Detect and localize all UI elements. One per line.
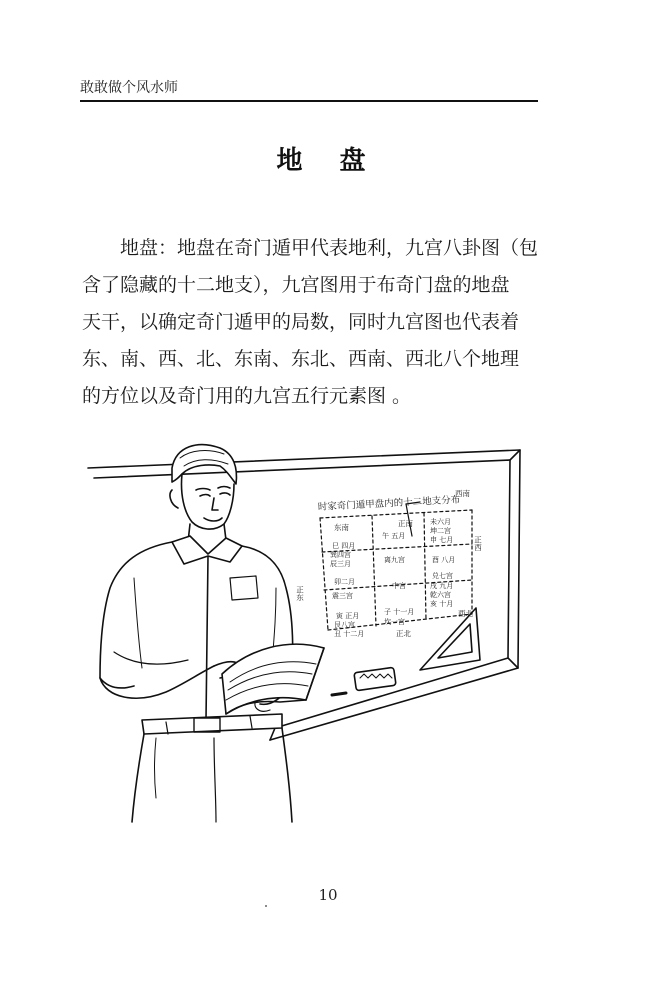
page-number: 10 — [318, 886, 338, 904]
palace-w: 酉 八月 兑七宫 — [432, 556, 456, 580]
dir-southwest: 西南 — [455, 489, 470, 498]
dir-northwest: 西北 — [458, 609, 473, 618]
board-title: 时家奇门遁甲盘内的十二地支分布 — [317, 494, 461, 513]
palace-ne: 寅 正月 艮八宫 丑 十二月 — [334, 612, 365, 638]
dir-east: 正东 — [295, 586, 305, 601]
palace-e: 卯二月 震三宫 — [332, 578, 355, 600]
open-book — [222, 644, 324, 714]
running-header — [80, 78, 538, 102]
print-speck — [265, 905, 267, 907]
palace-s: 午 五月 离九宫 — [382, 532, 406, 564]
body-paragraph — [82, 230, 548, 415]
paragraph-line: 含了隐藏的十二地支），九宫图用于布奇门盘的地盘 — [82, 274, 510, 296]
dir-southeast: 东南 — [334, 523, 349, 532]
dir-north: 正北 — [396, 629, 411, 638]
running-title: 敢敢做个风水师 — [80, 80, 178, 96]
paragraph-line: 天干，以确定奇门遁甲的局数，同时九宫图也代表着 — [82, 311, 520, 333]
chalk-tray-items — [332, 667, 396, 695]
palace-se: 巳 四月 巽四宫 辰三月 — [330, 542, 356, 568]
teacher-figure — [100, 445, 324, 822]
dir-west: 正西 — [473, 536, 483, 551]
palace-n: 子 十一月 坎一宫 — [384, 608, 415, 626]
palace-sw: 未六月 坤二宫 申 七月 — [430, 518, 454, 544]
paragraph-line: 地盘：地盘在奇门遁甲代表地利，九宫八卦图（包 — [120, 237, 539, 259]
section-title: 地 盘 — [276, 146, 380, 176]
teacher-blackboard-illustration — [80, 438, 535, 824]
palace-nw: 戌 九月 乾六宫 亥 十月 — [430, 582, 454, 608]
paragraph-line: 的方位以及奇门用的九宫五行元素图 。 — [82, 385, 412, 407]
palace-center: 中宫 — [392, 582, 406, 590]
illustration-svg — [80, 438, 535, 824]
dir-south: 正南 — [398, 519, 413, 528]
paragraph-line: 东、南、西、北、东南、东北、西南、西北八个地理 — [82, 348, 520, 370]
